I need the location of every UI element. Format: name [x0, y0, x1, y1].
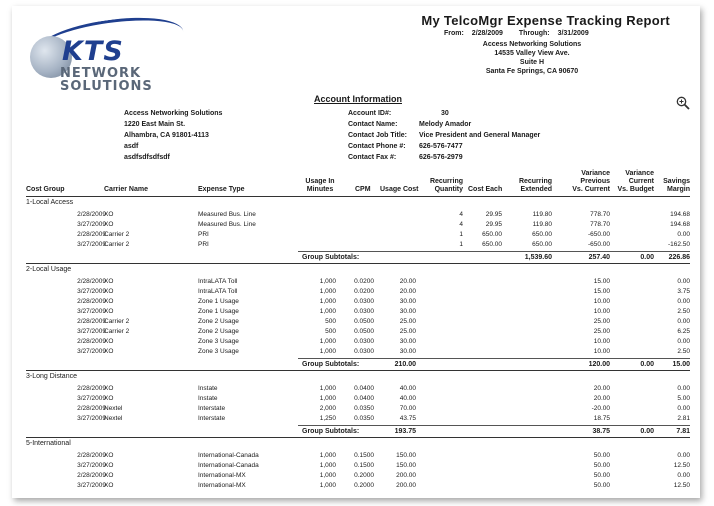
- cell-var-prev: 15.00: [593, 278, 610, 285]
- cell-cpm: 0.0350: [354, 405, 374, 412]
- col-usage-minutes: [304, 178, 336, 194]
- cell-usage-cost: 30.00: [399, 308, 416, 315]
- subtotal-savings: 226.86: [668, 254, 690, 261]
- cell-date: 3/27/2009: [77, 415, 106, 422]
- cell-usage-cost: 150.00: [396, 452, 416, 459]
- cell-date: 2/28/2009: [77, 385, 106, 392]
- cell-savings: 5.00: [677, 395, 690, 402]
- cell-carrier: XO: [104, 462, 114, 469]
- subtotal-rec-ext: 1,539.60: [524, 254, 552, 261]
- col-recurring-extended: [512, 178, 552, 194]
- cell-usage-cost: 200.00: [396, 472, 416, 479]
- logo-kts-text: KTS: [62, 36, 124, 67]
- cell-date: 2/28/2009: [77, 211, 106, 218]
- cell-date: 2/28/2009: [77, 231, 106, 238]
- cell-minutes: 1,000: [319, 298, 336, 305]
- cell-var-prev: 20.00: [593, 385, 610, 392]
- col-previous: Previous: [580, 178, 610, 185]
- from-label: From:: [444, 30, 464, 37]
- cell-savings: 0.00: [677, 472, 690, 479]
- subtotal-savings: 7.81: [676, 428, 690, 435]
- cell-date: 2/28/2009: [77, 298, 106, 305]
- cell-type: Measured Bus. Line: [198, 211, 256, 218]
- cell-savings: 0.00: [677, 298, 690, 305]
- cell-minutes: 1,000: [319, 462, 336, 469]
- cell-carrier: Carrier 2: [104, 318, 130, 325]
- col-margin: Margin: [667, 186, 690, 193]
- cell-minutes: 1,000: [319, 452, 336, 459]
- cell-var-prev: 25.00: [593, 318, 610, 325]
- cell-var-prev: -650.00: [587, 241, 610, 248]
- cell-usage-cost: 20.00: [399, 278, 416, 285]
- cell-cpm: 0.1500: [354, 452, 374, 459]
- col-savings: Savings: [663, 178, 690, 185]
- cell-usage-cost: 30.00: [399, 348, 416, 355]
- table-row: [12, 317, 700, 327]
- cell-cost-each: 650.00: [482, 241, 502, 248]
- cell-savings: 0.00: [677, 278, 690, 285]
- cell-cpm: 0.0200: [354, 288, 374, 295]
- cell-minutes: 1,000: [319, 278, 336, 285]
- cell-carrier: XO: [104, 221, 114, 228]
- cell-carrier: XO: [104, 308, 114, 315]
- cell-var-prev: 50.00: [593, 472, 610, 479]
- cell-qty: 1: [459, 231, 463, 238]
- cell-date: 2/28/2009: [77, 338, 106, 345]
- cell-usage-cost: 150.00: [396, 462, 416, 469]
- table-row: [12, 451, 700, 461]
- cell-savings: -162.50: [667, 241, 690, 248]
- table-row: [12, 404, 700, 414]
- address-line: asdf: [124, 143, 139, 150]
- cell-cpm: 0.0300: [354, 298, 374, 305]
- cell-cost-each: 650.00: [482, 231, 502, 238]
- cell-var-prev: 18.75: [593, 415, 610, 422]
- cell-var-prev: 10.00: [593, 338, 610, 345]
- group-subtotal-row: [12, 359, 700, 370]
- cell-var-prev: 10.00: [593, 298, 610, 305]
- cell-date: 3/27/2009: [77, 328, 106, 335]
- subtotal-usage-cost: 193.75: [394, 428, 416, 435]
- subtotal-var-prev: 120.00: [588, 361, 610, 368]
- cell-qty: 4: [459, 221, 463, 228]
- cell-carrier: XO: [104, 395, 114, 402]
- cell-usage-cost: 40.00: [399, 385, 416, 392]
- table-row: [12, 220, 700, 230]
- contact-phone-label: Contact Phone #:: [348, 143, 406, 150]
- zoom-in-icon[interactable]: [676, 96, 690, 110]
- cell-type: International-Canada: [198, 462, 259, 469]
- cell-rec-ext: 650.00: [532, 241, 552, 248]
- cell-type: PRI: [198, 241, 209, 248]
- cell-type: PRI: [198, 231, 209, 238]
- cell-cpm: 0.0200: [354, 278, 374, 285]
- cell-date: 2/28/2009: [77, 405, 106, 412]
- col-minutes: Minutes: [306, 186, 334, 193]
- cell-carrier: XO: [104, 338, 114, 345]
- cell-rec-ext: 650.00: [532, 231, 552, 238]
- cell-savings: 194.68: [670, 211, 690, 218]
- cell-date: 3/27/2009: [77, 348, 106, 355]
- cell-savings: 12.50: [673, 482, 690, 489]
- cell-carrier: XO: [104, 452, 114, 459]
- cell-type: International-MX: [198, 472, 246, 479]
- col-expense-type: Expense Type: [198, 186, 245, 193]
- cell-date: 3/27/2009: [77, 482, 106, 489]
- group-subtotal-row: [12, 252, 700, 263]
- cell-type: IntraLATA Toll: [198, 278, 238, 285]
- company-name: Access Networking Solutions: [482, 41, 582, 48]
- account-id-label: Account ID#:: [348, 110, 392, 117]
- cell-carrier: XO: [104, 472, 114, 479]
- col-cpm: CPM: [355, 186, 371, 193]
- col-vs-current: Vs. Current: [572, 186, 610, 193]
- torn-edge: [12, 486, 700, 498]
- contact-phone-value: 626-576-7477: [419, 143, 463, 150]
- cell-type: IntraLATA Toll: [198, 288, 238, 295]
- cell-cpm: 0.0300: [354, 308, 374, 315]
- cell-minutes: 1,000: [319, 308, 336, 315]
- cell-var-prev: 778.70: [590, 211, 610, 218]
- group-title: 3-Long Distance: [26, 373, 77, 380]
- through-date: 3/31/2009: [557, 30, 589, 37]
- subtotal-var-budget: 0.00: [640, 361, 654, 368]
- subtotal-label: Group Subtotals:: [302, 254, 360, 261]
- cell-cpm: 0.1500: [354, 462, 374, 469]
- group-rule: [26, 263, 690, 264]
- cell-date: 3/27/2009: [77, 462, 106, 469]
- cell-minutes: 500: [325, 328, 336, 335]
- cell-cpm: 0.0300: [354, 348, 374, 355]
- cell-savings: 0.00: [677, 385, 690, 392]
- cell-cpm: 0.2000: [354, 472, 374, 479]
- address-line: Alhambra, CA 91801-4113: [124, 132, 209, 139]
- cell-var-prev: 15.00: [593, 288, 610, 295]
- cell-date: 2/28/2009: [77, 452, 106, 459]
- contact-name-value: Melody Amador: [419, 121, 472, 128]
- cell-usage-cost: 25.00: [399, 318, 416, 325]
- subtotal-var-budget: 0.00: [640, 254, 654, 261]
- table-row: [12, 461, 700, 471]
- cell-cost-each: 29.95: [485, 211, 502, 218]
- col-variance: Variance: [581, 170, 610, 177]
- cell-type: Interstate: [198, 415, 226, 422]
- account-info-title: Account Information: [314, 94, 402, 104]
- cell-var-prev: 20.00: [593, 395, 610, 402]
- cell-carrier: Nextel: [104, 415, 123, 422]
- col-quantity: Quantity: [434, 186, 463, 193]
- table-row: [12, 307, 700, 317]
- col-variance-previous: [566, 170, 610, 194]
- cell-savings: 0.00: [677, 452, 690, 459]
- company-street: 14535 Valley View Ave.: [494, 50, 570, 57]
- cell-minutes: 1,000: [319, 348, 336, 355]
- header-rule: [26, 196, 690, 197]
- cell-type: Zone 2 Usage: [198, 318, 239, 325]
- cell-usage-cost: 200.00: [396, 482, 416, 489]
- contact-fax-label: Contact Fax #:: [348, 154, 397, 161]
- cell-carrier: Carrier 2: [104, 231, 130, 238]
- cell-cpm: 0.0500: [354, 318, 374, 325]
- cell-usage-cost: 40.00: [399, 395, 416, 402]
- col-cost-each: Cost Each: [468, 186, 503, 193]
- cell-minutes: 1,000: [319, 482, 336, 489]
- cell-rec-ext: 119.80: [532, 221, 552, 228]
- from-date: 2/28/2009: [471, 30, 503, 37]
- table-row: [12, 414, 700, 424]
- col-usage-in: Usage In: [305, 178, 335, 185]
- address-line: 1220 East Main St.: [124, 121, 186, 128]
- contact-name-label: Contact Name:: [348, 121, 398, 128]
- subtotal-savings: 15.00: [672, 361, 690, 368]
- address-line: asdfsdfsdfsdf: [124, 154, 170, 161]
- cell-savings: 12.50: [673, 462, 690, 469]
- cell-carrier: XO: [104, 385, 114, 392]
- cell-var-prev: 10.00: [593, 348, 610, 355]
- col-variance-current: [612, 170, 654, 194]
- cell-minutes: 1,000: [319, 338, 336, 345]
- cell-carrier: Nextel: [104, 405, 123, 412]
- account-address: [124, 108, 222, 163]
- logo-solutions-text: SOLUTIONS: [60, 79, 153, 94]
- cell-savings: 194.68: [670, 221, 690, 228]
- cell-savings: 2.81: [677, 415, 690, 422]
- cell-cpm: 0.0300: [354, 338, 374, 345]
- group-subtotal-row: [12, 426, 700, 437]
- cell-var-prev: 778.70: [590, 221, 610, 228]
- col-recurring-qty: [427, 178, 463, 194]
- logo-network-text: NETWORK: [60, 66, 142, 81]
- cell-minutes: 1,250: [319, 415, 336, 422]
- col-cost-group: Cost Group: [26, 186, 65, 193]
- col-variance-2: Variance: [625, 170, 654, 177]
- cell-date: 2/28/2009: [77, 472, 106, 479]
- report-title: My TelcoMgr Expense Tracking Report: [421, 13, 670, 28]
- cell-usage-cost: 43.75: [399, 415, 416, 422]
- cell-cpm: 0.0350: [354, 415, 374, 422]
- group-rule: [26, 370, 690, 371]
- cell-cpm: 0.0400: [354, 385, 374, 392]
- cell-cpm: 0.0400: [354, 395, 374, 402]
- cell-var-prev: 50.00: [593, 482, 610, 489]
- group-rule: [26, 437, 690, 438]
- subtotal-var-prev: 257.40: [588, 254, 610, 261]
- cell-usage-cost: 30.00: [399, 298, 416, 305]
- cell-var-prev: 50.00: [593, 462, 610, 469]
- subtotal-label: Group Subtotals:: [302, 428, 360, 435]
- subtotal-var-budget: 0.00: [640, 428, 654, 435]
- cell-type: International-MX: [198, 482, 246, 489]
- cell-usage-cost: 70.00: [399, 405, 416, 412]
- table-row: [12, 327, 700, 337]
- cell-carrier: Carrier 2: [104, 241, 130, 248]
- cell-savings: 0.00: [677, 405, 690, 412]
- account-labels: [348, 108, 407, 163]
- contact-title-label: Contact Job Title:: [348, 132, 407, 139]
- cell-type: Interstate: [198, 405, 226, 412]
- cell-usage-cost: 25.00: [399, 328, 416, 335]
- account-values: [419, 108, 540, 163]
- table-row: [12, 287, 700, 297]
- table-row: [12, 394, 700, 404]
- group-title: 1-Local Access: [26, 199, 74, 206]
- group-title: 2-Local Usage: [26, 266, 72, 273]
- cell-var-prev: 10.00: [593, 308, 610, 315]
- cell-type: Zone 3 Usage: [198, 348, 239, 355]
- table-row: [12, 230, 700, 240]
- cell-date: 3/27/2009: [77, 308, 106, 315]
- cell-usage-cost: 30.00: [399, 338, 416, 345]
- cell-carrier: XO: [104, 288, 114, 295]
- cell-type: Measured Bus. Line: [198, 221, 256, 228]
- cell-type: Instate: [198, 395, 218, 402]
- col-carrier-name: Carrier Name: [104, 186, 148, 193]
- subtotal-var-prev: 38.75: [592, 428, 610, 435]
- table-row: [12, 240, 700, 250]
- cell-date: 3/27/2009: [77, 288, 106, 295]
- cell-cpm: 0.2000: [354, 482, 374, 489]
- cell-date: 3/27/2009: [77, 395, 106, 402]
- address-line: Access Networking Solutions: [124, 110, 223, 117]
- cell-savings: 0.00: [677, 338, 690, 345]
- col-recurring-2: Recurring: [518, 178, 552, 185]
- cell-savings: 2.50: [677, 348, 690, 355]
- cell-var-prev: -650.00: [587, 231, 610, 238]
- company-suite: Suite H: [519, 59, 545, 66]
- table-row: [12, 384, 700, 394]
- cell-date: 2/28/2009: [77, 318, 106, 325]
- group-title: 5-International: [26, 440, 71, 447]
- cell-date: 3/27/2009: [77, 241, 106, 248]
- table-row: [12, 277, 700, 287]
- cell-minutes: 1,000: [319, 288, 336, 295]
- cell-savings: 3.75: [677, 288, 690, 295]
- table-row: [12, 471, 700, 481]
- cell-minutes: 1,000: [319, 472, 336, 479]
- report-page: [12, 6, 700, 498]
- table-row: [12, 210, 700, 220]
- cell-type: Zone 1 Usage: [198, 308, 239, 315]
- contact-fax-value: 626-576-2979: [419, 154, 463, 161]
- cell-qty: 1: [459, 241, 463, 248]
- cell-var-prev: -20.00: [591, 405, 610, 412]
- table-row: [12, 337, 700, 347]
- cell-carrier: XO: [104, 482, 114, 489]
- cell-var-prev: 50.00: [593, 452, 610, 459]
- cell-carrier: Carrier 2: [104, 328, 130, 335]
- cell-cpm: 0.0500: [354, 328, 374, 335]
- cell-date: 3/27/2009: [77, 221, 106, 228]
- col-extended: Extended: [520, 186, 552, 193]
- kts-logo: [26, 18, 186, 98]
- contact-title-value: Vice President and General Manager: [419, 132, 541, 139]
- cell-savings: 6.25: [677, 328, 690, 335]
- cell-carrier: XO: [104, 211, 114, 218]
- cell-var-prev: 25.00: [593, 328, 610, 335]
- date-range: [444, 30, 589, 37]
- cell-minutes: 1,000: [319, 385, 336, 392]
- cell-carrier: XO: [104, 278, 114, 285]
- subtotal-label: Group Subtotals:: [302, 361, 360, 368]
- cell-minutes: 500: [325, 318, 336, 325]
- cell-type: Zone 3 Usage: [198, 338, 239, 345]
- cell-type: International-Canada: [198, 452, 259, 459]
- cell-savings: 0.00: [677, 318, 690, 325]
- cell-rec-ext: 119.80: [532, 211, 552, 218]
- col-usage-cost: Usage Cost: [380, 186, 419, 193]
- cell-qty: 4: [459, 211, 463, 218]
- cell-minutes: 1,000: [319, 395, 336, 402]
- cell-minutes: 2,000: [319, 405, 336, 412]
- col-vs-budget: Vs. Budget: [617, 186, 654, 193]
- cell-type: Zone 1 Usage: [198, 298, 239, 305]
- cell-type: Instate: [198, 385, 218, 392]
- account-id-value: 30: [441, 110, 449, 117]
- cell-savings: 2.50: [677, 308, 690, 315]
- col-current: Current: [628, 178, 654, 185]
- cell-type: Zone 2 Usage: [198, 328, 239, 335]
- col-savings-margin: [658, 178, 690, 194]
- company-city: Santa Fe Springs, CA 90670: [485, 68, 579, 75]
- cell-cost-each: 29.95: [485, 221, 502, 228]
- cell-savings: 0.00: [677, 231, 690, 238]
- through-label: Through:: [518, 30, 550, 37]
- col-recurring: Recurring: [429, 178, 463, 185]
- subtotal-usage-cost: 210.00: [394, 361, 416, 368]
- table-row: [12, 297, 700, 307]
- cell-carrier: XO: [104, 348, 114, 355]
- cell-carrier: XO: [104, 298, 114, 305]
- table-row: [12, 347, 700, 357]
- cell-usage-cost: 20.00: [399, 288, 416, 295]
- cell-date: 2/28/2009: [77, 278, 106, 285]
